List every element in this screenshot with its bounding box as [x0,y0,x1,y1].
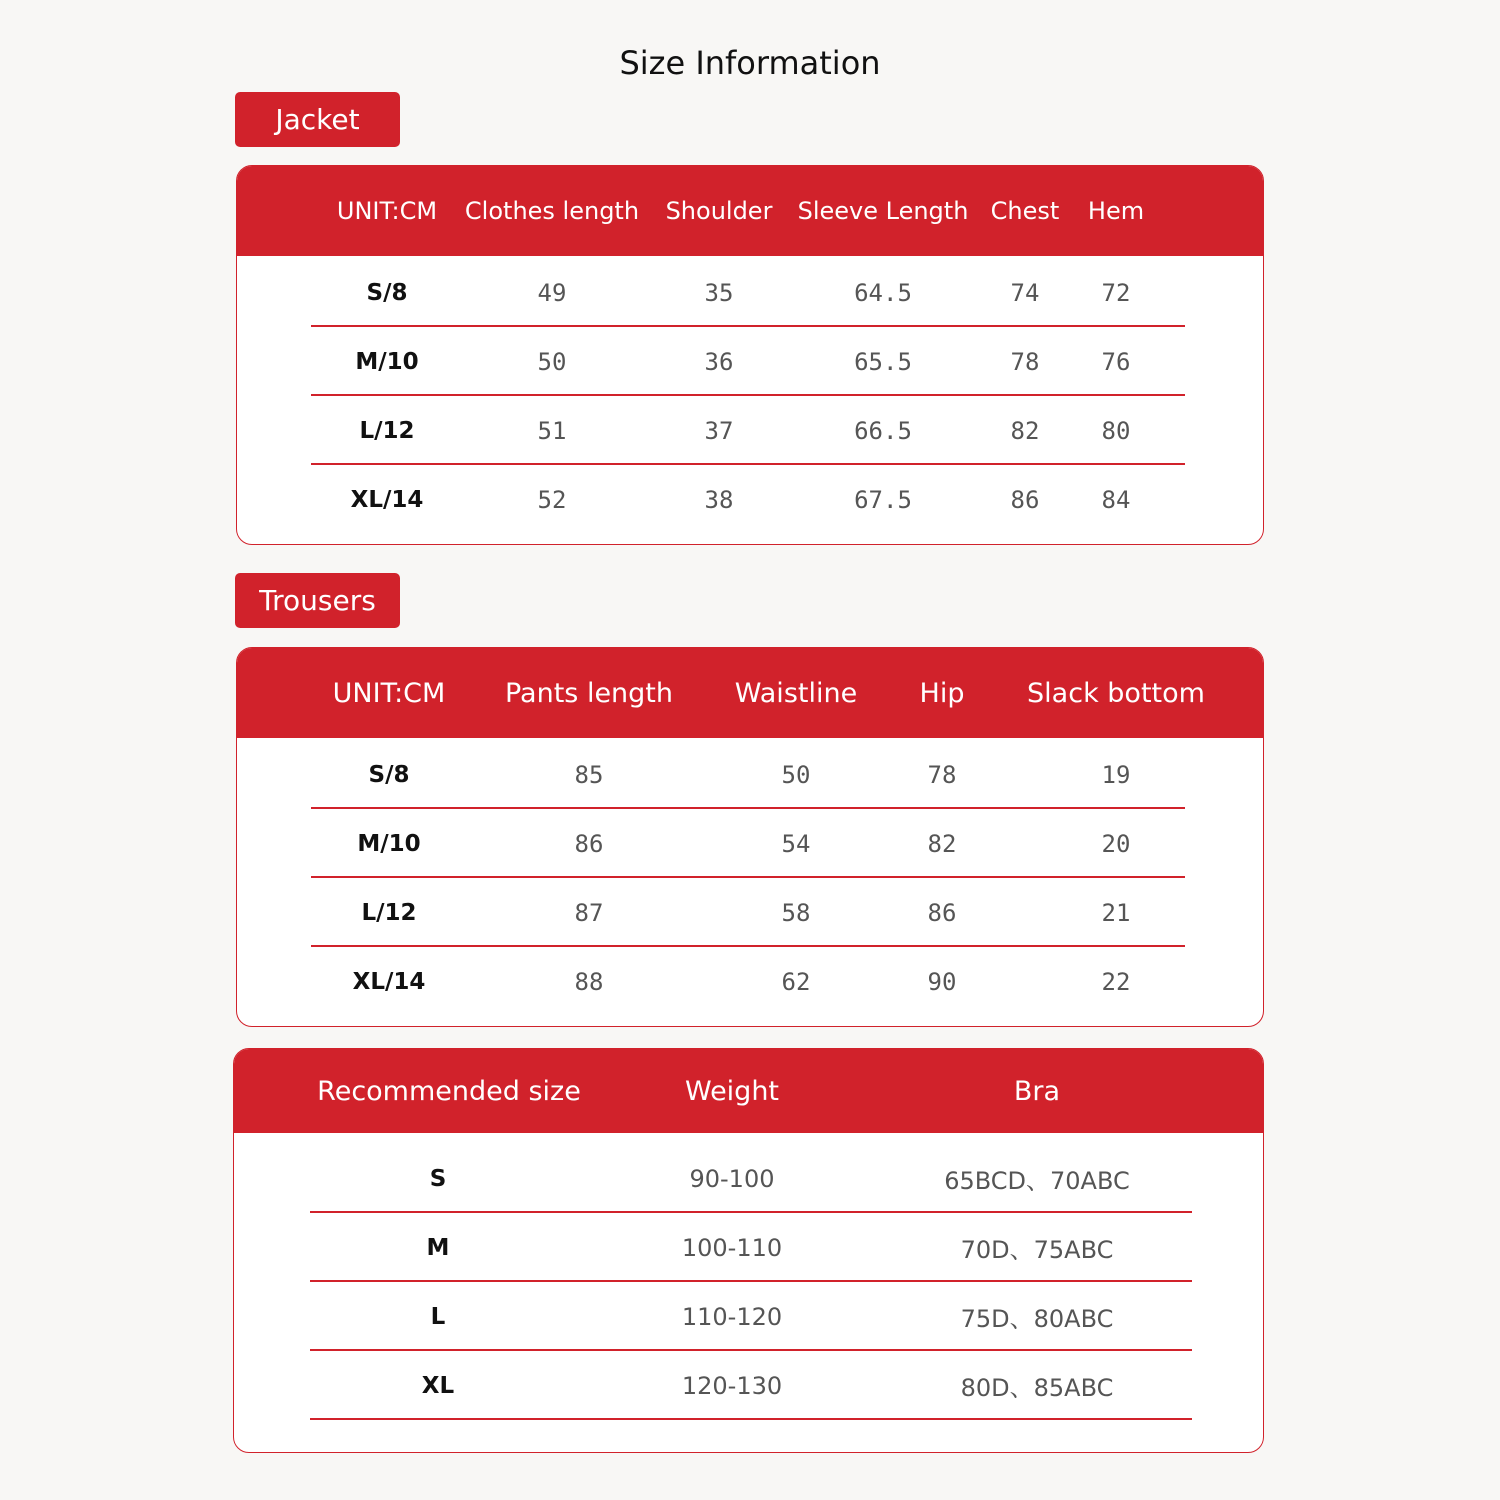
jacket-size-table [236,165,1264,545]
table-row [237,258,1263,327]
slack-bottom-value: 20 [1101,829,1131,858]
table-row [237,947,1263,1016]
weight-value: 110-120 [681,1302,783,1331]
table-row [237,878,1263,947]
trousers-header-pants-length: Pants length [504,677,674,709]
size-label: S/8 [366,279,408,306]
waistline-value: 62 [781,967,811,996]
hip-value: 86 [927,898,957,927]
jacket-header-chest: Chest [990,197,1060,225]
trousers-header-unit: UNIT:CM [332,677,446,709]
jacket-header-clothes-length: Clothes length [464,197,640,225]
sleeve-length-value: 67.5 [854,485,912,514]
weight-value: 100-110 [681,1233,783,1262]
size-label: L/12 [361,899,417,926]
trousers-header-waistline: Waistline [734,677,858,709]
recommended-table-header [234,1049,1263,1133]
trousers-tag: Trousers [235,573,400,628]
table-row [237,396,1263,465]
recommended-header-bra: Bra [1013,1075,1061,1107]
chest-value: 78 [1010,347,1040,376]
table-row [237,740,1263,809]
waistline-value: 58 [781,898,811,927]
size-label: M [426,1234,450,1261]
hip-value: 78 [927,760,957,789]
shoulder-value: 35 [704,278,734,307]
jacket-tag: Jacket [235,92,400,147]
table-row [237,465,1263,534]
size-label: M/10 [355,348,419,375]
row-divider [310,1418,1192,1420]
hem-value: 76 [1101,347,1131,376]
clothes-length-value: 51 [537,416,567,445]
recommended-header-size: Recommended size [317,1075,581,1107]
table-row [234,1282,1263,1351]
clothes-length-value: 49 [537,278,567,307]
size-label: XL/14 [350,486,424,513]
size-label: XL [421,1372,455,1399]
chest-value: 82 [1010,416,1040,445]
size-label: S/8 [368,761,410,788]
page-title: Size Information [619,44,881,82]
slack-bottom-value: 19 [1101,760,1131,789]
table-row [237,809,1263,878]
shoulder-value: 37 [704,416,734,445]
trousers-header-slack-bottom: Slack bottom [1027,677,1205,709]
clothes-length-value: 50 [537,347,567,376]
hem-value: 72 [1101,278,1131,307]
trousers-size-table [236,647,1264,1027]
hip-value: 90 [927,967,957,996]
sleeve-length-value: 66.5 [854,416,912,445]
shoulder-value: 38 [704,485,734,514]
chest-value: 86 [1010,485,1040,514]
trousers-table-header [237,648,1263,738]
trousers-header-hip: Hip [919,677,965,709]
waistline-value: 50 [781,760,811,789]
shoulder-value: 36 [704,347,734,376]
recommended-header-weight: Weight [684,1075,780,1107]
bra-value: 80D、85ABC [960,1374,1114,1402]
recommended-size-table [233,1048,1264,1453]
jacket-header-sleeve-length: Sleeve Length [797,197,969,225]
hem-value: 80 [1101,416,1131,445]
pants-length-value: 86 [574,829,604,858]
pants-length-value: 88 [574,967,604,996]
slack-bottom-value: 22 [1101,967,1131,996]
chest-value: 74 [1010,278,1040,307]
size-label: XL/14 [352,968,426,995]
hem-value: 84 [1101,485,1131,514]
size-label: L/12 [359,417,415,444]
weight-value: 120-130 [681,1371,783,1400]
jacket-header-shoulder: Shoulder [665,197,773,225]
waistline-value: 54 [781,829,811,858]
sleeve-length-value: 64.5 [854,278,912,307]
size-label: M/10 [357,830,421,857]
size-label: S [429,1165,447,1192]
jacket-table-header [237,166,1263,256]
table-row [234,1213,1263,1282]
jacket-header-hem: Hem [1087,197,1145,225]
pants-length-value: 87 [574,898,604,927]
table-row [237,327,1263,396]
clothes-length-value: 52 [537,485,567,514]
slack-bottom-value: 21 [1101,898,1131,927]
hip-value: 82 [927,829,957,858]
weight-value: 90-100 [689,1164,775,1193]
table-row [234,1351,1263,1420]
bra-value: 70D、75ABC [960,1236,1114,1264]
bra-value: 65BCD、70ABC [944,1167,1130,1195]
bra-value: 75D、80ABC [960,1305,1114,1333]
table-row [234,1144,1263,1213]
size-label: L [430,1303,446,1330]
jacket-header-unit: UNIT:CM [336,197,438,225]
sleeve-length-value: 65.5 [854,347,912,376]
pants-length-value: 85 [574,760,604,789]
